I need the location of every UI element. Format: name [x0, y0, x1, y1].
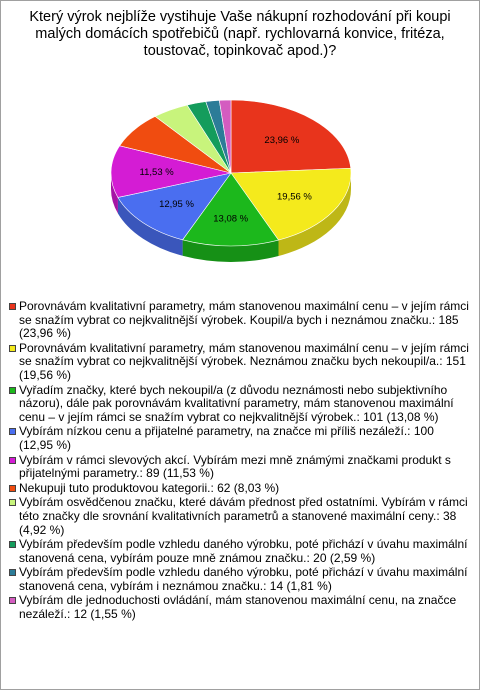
pie-chart	[1, 79, 480, 279]
slice-label-2: 13,08 %	[213, 213, 249, 225]
legend-item	[9, 342, 471, 383]
legend-label: Vybírám především podle vzhledu daného výrobku, poté přichází v úvahu maximální stanovená cena, vybírám i neznámou značku.: 14 (1,81 %)	[19, 565, 468, 593]
legend-item	[9, 300, 471, 341]
legend-label: Vybírám dle jednoduchosti ovládání, mám stanovenou maximální cenu, na značce nezáleží.: 12 (1,55 %)	[19, 593, 457, 622]
legend-swatch	[9, 499, 16, 506]
legend-item	[9, 454, 471, 481]
legend-item	[9, 566, 471, 593]
legend-label: Nekupuji tuto produktovou kategorii.: 62 (8,03 %)	[19, 480, 280, 495]
legend-swatch	[9, 457, 16, 464]
legend-item	[9, 496, 471, 537]
legend-swatch	[9, 597, 16, 604]
legend-label: Porovnávám kvalitativní parametry, mám stanovenou maximální cenu – v jejím rámci se snažím vybrat co nejkvalitnější výrobek. Neznámou značku bych nekoupil/a.: 151 (19,56 %)	[19, 340, 469, 382]
legend	[9, 300, 471, 623]
legend-label: Vyřadím značky, které bych nekoupil/a (z důvodu neznámosti nebo subjektivního názoru), dále pak porovnávám kvalitativní parametry, mám stanovenou maximální cenu – v jejím rámci se snažím vybrat co nejkvalitnější výrobek.: 101 (13,08 %)	[19, 382, 454, 424]
legend-swatch	[9, 345, 16, 352]
legend-swatch	[9, 541, 16, 548]
legend-item	[9, 425, 471, 452]
legend-label: Vybírám v rámci slevových akcí. Vybírám mezi mně známými značkami produkt s přijatelnými parametry.: 89 (11,53 %)	[19, 452, 451, 481]
legend-label: Vybírám osvědčenou značku, které dávám přednost před ostatními. Vybírám v rámci této značky dle srovnání kvalitativních parametrů a stanovené maximální ceny.: 38 (4,92 %)	[19, 495, 468, 537]
legend-label: Vybírám především podle vzhledu daného výrobku, poté přichází v úvahu maximální stanovená cena, vybírám pouze mně známou značku.: 20 (2,59 %)	[19, 537, 468, 565]
legend-swatch	[9, 485, 16, 492]
slice-label-0: 23,96 %	[264, 134, 300, 146]
legend-swatch	[9, 569, 16, 576]
legend-swatch	[9, 303, 16, 310]
slice-label-3: 12,95 %	[159, 198, 194, 210]
legend-label: Porovnávám kvalitativní parametry, mám stanovenou maximální cenu – v jejím rámci se snažím vybrat co nejkvalitnější výrobek. Koupil/a bych i neznámou značku.: 185 (23,96 %)	[19, 299, 469, 341]
legend-swatch	[9, 387, 16, 394]
legend-item	[9, 482, 471, 496]
slice-label-1: 19,56 %	[277, 191, 312, 203]
slice-label-4: 11,53 %	[139, 167, 174, 179]
legend-swatch	[9, 428, 16, 435]
legend-item	[9, 384, 471, 425]
legend-label: Vybírám nízkou cenu a přijatelné parametry, na značce mi příliš nezáleží.: 100 (12,95 %)	[19, 424, 434, 452]
legend-item	[9, 538, 471, 565]
legend-item	[9, 594, 471, 621]
chart-title: Který výrok nejblíže vystihuje Vaše nákupní rozhodování při koupi malých domácích spotřebičů (např. rychlovarná konvice, fritéza, toustovač, topinkovač apod.)?	[29, 9, 451, 59]
